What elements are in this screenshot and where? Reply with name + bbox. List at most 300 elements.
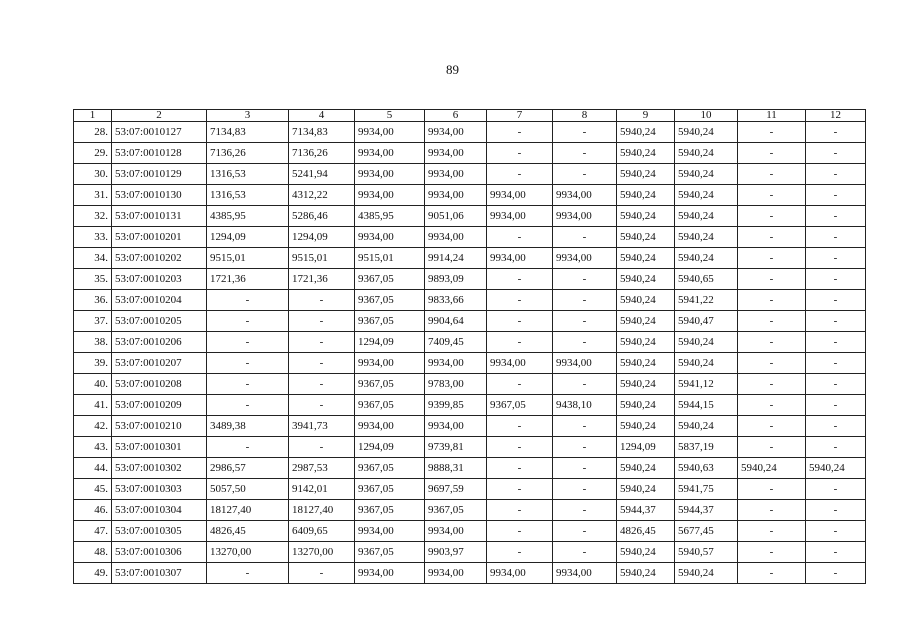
value-col-3-cell: 4385,95 <box>207 206 289 227</box>
row-number-cell: 46. <box>74 500 112 521</box>
value-col-9-cell: 5940,24 <box>617 206 675 227</box>
value-col-5-cell: 9367,05 <box>355 542 425 563</box>
row-number-cell: 43. <box>74 437 112 458</box>
row-number-cell: 38. <box>74 332 112 353</box>
value-col-12-cell: - <box>806 227 866 248</box>
column-header-12: 12 <box>806 110 866 122</box>
value-col-12-cell: - <box>806 248 866 269</box>
value-col-6-cell: 9051,06 <box>425 206 487 227</box>
value-col-4-cell: 1721,36 <box>289 269 355 290</box>
value-col-10-cell: 5941,12 <box>675 374 738 395</box>
value-col-6-cell: 9367,05 <box>425 500 487 521</box>
table-row <box>74 374 866 395</box>
value-col-3-cell: 7134,83 <box>207 122 289 143</box>
value-col-6-cell: 9893,09 <box>425 269 487 290</box>
column-header-7: 7 <box>487 110 553 122</box>
value-col-5-cell: 9367,05 <box>355 374 425 395</box>
value-col-11-cell: - <box>738 395 806 416</box>
value-col-10-cell: 5940,24 <box>675 416 738 437</box>
value-col-4-cell: 13270,00 <box>289 542 355 563</box>
value-col-5-cell: 9367,05 <box>355 290 425 311</box>
value-col-6-cell: 9888,31 <box>425 458 487 479</box>
value-col-12-cell: - <box>806 500 866 521</box>
value-col-5-cell: 9934,00 <box>355 164 425 185</box>
row-number-cell: 35. <box>74 269 112 290</box>
value-col-12-cell: - <box>806 521 866 542</box>
value-col-11-cell: - <box>738 311 806 332</box>
value-col-4-cell: 9142,01 <box>289 479 355 500</box>
value-col-4-cell: 6409,65 <box>289 521 355 542</box>
column-header-1: 1 <box>74 110 112 122</box>
value-col-5-cell: 9367,05 <box>355 458 425 479</box>
table-body <box>74 122 866 584</box>
value-col-3-cell: 1294,09 <box>207 227 289 248</box>
cadastral-number-cell: 53:07:0010303 <box>112 479 207 500</box>
value-col-8-cell: - <box>553 122 617 143</box>
value-col-8-cell: - <box>553 437 617 458</box>
value-col-4-cell: - <box>289 290 355 311</box>
value-col-4-cell: 5286,46 <box>289 206 355 227</box>
value-col-3-cell: 7136,26 <box>207 143 289 164</box>
value-col-6-cell: 9934,00 <box>425 122 487 143</box>
value-col-12-cell: - <box>806 437 866 458</box>
value-col-11-cell: - <box>738 122 806 143</box>
value-col-8-cell: 9934,00 <box>553 185 617 206</box>
value-col-5-cell: 9367,05 <box>355 269 425 290</box>
value-col-6-cell: 9934,00 <box>425 416 487 437</box>
value-col-9-cell: 5940,24 <box>617 563 675 584</box>
cadastral-number-cell: 53:07:0010203 <box>112 269 207 290</box>
value-col-10-cell: 5940,63 <box>675 458 738 479</box>
value-col-11-cell: - <box>738 563 806 584</box>
value-col-9-cell: 5940,24 <box>617 185 675 206</box>
value-col-11-cell: - <box>738 542 806 563</box>
value-col-12-cell: - <box>806 542 866 563</box>
value-col-12-cell: - <box>806 143 866 164</box>
value-col-3-cell: - <box>207 353 289 374</box>
page-number: 89 <box>446 62 459 77</box>
value-col-7-cell: - <box>487 143 553 164</box>
value-col-5-cell: 4385,95 <box>355 206 425 227</box>
value-col-5-cell: 9934,00 <box>355 563 425 584</box>
value-col-11-cell: - <box>738 521 806 542</box>
column-header-10: 10 <box>675 110 738 122</box>
value-col-8-cell: 9934,00 <box>553 248 617 269</box>
value-col-12-cell: - <box>806 332 866 353</box>
value-col-12-cell: - <box>806 185 866 206</box>
value-col-7-cell: 9934,00 <box>487 185 553 206</box>
cadastral-number-cell: 53:07:0010207 <box>112 353 207 374</box>
row-number-cell: 31. <box>74 185 112 206</box>
table-row <box>74 542 866 563</box>
data-table <box>73 109 866 584</box>
table-row <box>74 563 866 584</box>
cadastral-number-cell: 53:07:0010205 <box>112 311 207 332</box>
value-col-7-cell: - <box>487 374 553 395</box>
cadastral-number-cell: 53:07:0010302 <box>112 458 207 479</box>
value-col-3-cell: - <box>207 332 289 353</box>
value-col-7-cell: - <box>487 227 553 248</box>
value-col-5-cell: 9934,00 <box>355 416 425 437</box>
value-col-12-cell: - <box>806 269 866 290</box>
table-row <box>74 143 866 164</box>
value-col-5-cell: 9934,00 <box>355 185 425 206</box>
value-col-6-cell: 9934,00 <box>425 353 487 374</box>
value-col-9-cell: 5940,24 <box>617 458 675 479</box>
value-col-5-cell: 9934,00 <box>355 227 425 248</box>
value-col-11-cell: - <box>738 164 806 185</box>
value-col-10-cell: 5940,24 <box>675 332 738 353</box>
value-col-6-cell: 9697,59 <box>425 479 487 500</box>
column-header-5: 5 <box>355 110 425 122</box>
value-col-3-cell: 18127,40 <box>207 500 289 521</box>
value-col-7-cell: - <box>487 500 553 521</box>
cadastral-number-cell: 53:07:0010209 <box>112 395 207 416</box>
value-col-11-cell: - <box>738 437 806 458</box>
value-col-11-cell: - <box>738 416 806 437</box>
value-col-6-cell: 9914,24 <box>425 248 487 269</box>
value-col-7-cell: - <box>487 332 553 353</box>
value-col-3-cell: 1316,53 <box>207 164 289 185</box>
cadastral-number-cell: 53:07:0010208 <box>112 374 207 395</box>
value-col-12-cell: - <box>806 479 866 500</box>
value-col-9-cell: 5940,24 <box>617 122 675 143</box>
value-col-5-cell: 9367,05 <box>355 311 425 332</box>
table-row <box>74 395 866 416</box>
value-col-8-cell: - <box>553 521 617 542</box>
value-col-10-cell: 5940,24 <box>675 122 738 143</box>
table-row <box>74 185 866 206</box>
value-col-12-cell: - <box>806 290 866 311</box>
value-col-7-cell: - <box>487 458 553 479</box>
value-col-5-cell: 1294,09 <box>355 332 425 353</box>
value-col-7-cell: - <box>487 311 553 332</box>
value-col-3-cell: - <box>207 437 289 458</box>
value-col-9-cell: 5940,24 <box>617 311 675 332</box>
table-row <box>74 206 866 227</box>
value-col-11-cell: - <box>738 269 806 290</box>
value-col-5-cell: 9367,05 <box>355 500 425 521</box>
value-col-3-cell: - <box>207 311 289 332</box>
table-row <box>74 311 866 332</box>
value-col-11-cell: - <box>738 374 806 395</box>
value-col-9-cell: 5940,24 <box>617 248 675 269</box>
value-col-11-cell: - <box>738 185 806 206</box>
value-col-7-cell: - <box>487 521 553 542</box>
table-row <box>74 500 866 521</box>
row-number-cell: 45. <box>74 479 112 500</box>
cadastral-number-cell: 53:07:0010131 <box>112 206 207 227</box>
value-col-4-cell: - <box>289 395 355 416</box>
value-col-3-cell: 3489,38 <box>207 416 289 437</box>
value-col-12-cell: - <box>806 353 866 374</box>
value-col-4-cell: - <box>289 437 355 458</box>
row-number-cell: 34. <box>74 248 112 269</box>
value-col-7-cell: - <box>487 269 553 290</box>
value-col-3-cell: 13270,00 <box>207 542 289 563</box>
value-col-12-cell: - <box>806 206 866 227</box>
row-number-cell: 29. <box>74 143 112 164</box>
value-col-10-cell: 5940,24 <box>675 353 738 374</box>
value-col-5-cell: 9934,00 <box>355 122 425 143</box>
value-col-7-cell: - <box>487 437 553 458</box>
value-col-4-cell: 2987,53 <box>289 458 355 479</box>
column-header-3: 3 <box>207 110 289 122</box>
cadastral-number-cell: 53:07:0010206 <box>112 332 207 353</box>
value-col-9-cell: 5940,24 <box>617 227 675 248</box>
value-col-3-cell: 9515,01 <box>207 248 289 269</box>
value-col-9-cell: 5944,37 <box>617 500 675 521</box>
value-col-3-cell: - <box>207 290 289 311</box>
table-row <box>74 122 866 143</box>
column-header-11: 11 <box>738 110 806 122</box>
value-col-10-cell: 5940,24 <box>675 206 738 227</box>
value-col-11-cell: - <box>738 500 806 521</box>
row-number-cell: 37. <box>74 311 112 332</box>
value-col-11-cell: - <box>738 290 806 311</box>
value-col-9-cell: 5940,24 <box>617 143 675 164</box>
table-row <box>74 458 866 479</box>
value-col-11-cell: - <box>738 248 806 269</box>
row-number-cell: 36. <box>74 290 112 311</box>
value-col-8-cell: - <box>553 458 617 479</box>
row-number-cell: 41. <box>74 395 112 416</box>
value-col-6-cell: 9934,00 <box>425 521 487 542</box>
value-col-3-cell: 1316,53 <box>207 185 289 206</box>
value-col-7-cell: - <box>487 122 553 143</box>
value-col-12-cell: - <box>806 416 866 437</box>
table-row <box>74 353 866 374</box>
value-col-8-cell: - <box>553 269 617 290</box>
value-col-4-cell: 5241,94 <box>289 164 355 185</box>
value-col-9-cell: 5940,24 <box>617 542 675 563</box>
table-row <box>74 437 866 458</box>
value-col-5-cell: 9367,05 <box>355 479 425 500</box>
value-col-4-cell: 18127,40 <box>289 500 355 521</box>
value-col-4-cell: - <box>289 563 355 584</box>
value-col-5-cell: 9934,00 <box>355 521 425 542</box>
value-col-11-cell: - <box>738 227 806 248</box>
cadastral-number-cell: 53:07:0010301 <box>112 437 207 458</box>
value-col-7-cell: 9934,00 <box>487 206 553 227</box>
value-col-9-cell: 5940,24 <box>617 416 675 437</box>
value-col-8-cell: - <box>553 542 617 563</box>
row-number-cell: 33. <box>74 227 112 248</box>
value-col-8-cell: 9934,00 <box>553 206 617 227</box>
value-col-8-cell: - <box>553 290 617 311</box>
column-header-9: 9 <box>617 110 675 122</box>
value-col-11-cell: - <box>738 479 806 500</box>
table-row <box>74 164 866 185</box>
value-col-11-cell: - <box>738 206 806 227</box>
column-header-4: 4 <box>289 110 355 122</box>
value-col-8-cell: - <box>553 479 617 500</box>
value-col-6-cell: 9833,66 <box>425 290 487 311</box>
cadastral-number-cell: 53:07:0010306 <box>112 542 207 563</box>
row-number-cell: 40. <box>74 374 112 395</box>
value-col-3-cell: - <box>207 563 289 584</box>
value-col-12-cell: - <box>806 374 866 395</box>
value-col-9-cell: 1294,09 <box>617 437 675 458</box>
value-col-6-cell: 9934,00 <box>425 563 487 584</box>
cadastral-number-cell: 53:07:0010305 <box>112 521 207 542</box>
value-col-6-cell: 9934,00 <box>425 164 487 185</box>
row-number-cell: 39. <box>74 353 112 374</box>
value-col-6-cell: 9934,00 <box>425 143 487 164</box>
value-col-10-cell: 5941,75 <box>675 479 738 500</box>
value-col-4-cell: 9515,01 <box>289 248 355 269</box>
value-col-9-cell: 5940,24 <box>617 479 675 500</box>
value-col-10-cell: 5940,24 <box>675 563 738 584</box>
value-col-4-cell: - <box>289 311 355 332</box>
value-col-3-cell: - <box>207 395 289 416</box>
row-number-cell: 28. <box>74 122 112 143</box>
value-col-6-cell: 9783,00 <box>425 374 487 395</box>
value-col-3-cell: 4826,45 <box>207 521 289 542</box>
value-col-12-cell: - <box>806 164 866 185</box>
row-number-cell: 47. <box>74 521 112 542</box>
value-col-11-cell: 5940,24 <box>738 458 806 479</box>
value-col-7-cell: 9934,00 <box>487 353 553 374</box>
value-col-7-cell: - <box>487 290 553 311</box>
value-col-12-cell: - <box>806 311 866 332</box>
value-col-10-cell: 5944,37 <box>675 500 738 521</box>
row-number-cell: 42. <box>74 416 112 437</box>
value-col-4-cell: - <box>289 374 355 395</box>
value-col-4-cell: - <box>289 332 355 353</box>
row-number-cell: 30. <box>74 164 112 185</box>
value-col-10-cell: 5940,57 <box>675 542 738 563</box>
value-col-12-cell: - <box>806 122 866 143</box>
value-col-8-cell: - <box>553 311 617 332</box>
value-col-12-cell: 5940,24 <box>806 458 866 479</box>
value-col-4-cell: 7136,26 <box>289 143 355 164</box>
column-header-6: 6 <box>425 110 487 122</box>
value-col-8-cell: - <box>553 374 617 395</box>
value-col-7-cell: - <box>487 164 553 185</box>
cadastral-number-cell: 53:07:0010130 <box>112 185 207 206</box>
value-col-7-cell: - <box>487 542 553 563</box>
row-number-cell: 44. <box>74 458 112 479</box>
value-col-6-cell: 9399,85 <box>425 395 487 416</box>
row-number-cell: 48. <box>74 542 112 563</box>
value-col-4-cell: 1294,09 <box>289 227 355 248</box>
table-row <box>74 521 866 542</box>
table-row <box>74 269 866 290</box>
value-col-11-cell: - <box>738 143 806 164</box>
value-col-10-cell: 5677,45 <box>675 521 738 542</box>
table-row <box>74 416 866 437</box>
value-col-8-cell: - <box>553 143 617 164</box>
value-col-5-cell: 9934,00 <box>355 353 425 374</box>
value-col-7-cell: 9934,00 <box>487 563 553 584</box>
value-col-4-cell: 4312,22 <box>289 185 355 206</box>
value-col-11-cell: - <box>738 332 806 353</box>
value-col-10-cell: 5940,24 <box>675 164 738 185</box>
value-col-3-cell: 5057,50 <box>207 479 289 500</box>
value-col-7-cell: - <box>487 479 553 500</box>
value-col-9-cell: 5940,24 <box>617 290 675 311</box>
row-number-cell: 32. <box>74 206 112 227</box>
value-col-10-cell: 5940,24 <box>675 227 738 248</box>
value-col-10-cell: 5941,22 <box>675 290 738 311</box>
cadastral-number-cell: 53:07:0010210 <box>112 416 207 437</box>
cadastral-number-cell: 53:07:0010129 <box>112 164 207 185</box>
cadastral-number-cell: 53:07:0010127 <box>112 122 207 143</box>
value-col-8-cell: - <box>553 500 617 521</box>
value-col-10-cell: 5940,24 <box>675 185 738 206</box>
value-col-11-cell: - <box>738 353 806 374</box>
value-col-9-cell: 5940,24 <box>617 395 675 416</box>
value-col-5-cell: 9367,05 <box>355 395 425 416</box>
value-col-5-cell: 1294,09 <box>355 437 425 458</box>
value-col-6-cell: 9934,00 <box>425 227 487 248</box>
value-col-4-cell: 7134,83 <box>289 122 355 143</box>
value-col-10-cell: 5944,15 <box>675 395 738 416</box>
value-col-10-cell: 5940,47 <box>675 311 738 332</box>
value-col-9-cell: 4826,45 <box>617 521 675 542</box>
value-col-8-cell: - <box>553 416 617 437</box>
value-col-3-cell: 1721,36 <box>207 269 289 290</box>
value-col-6-cell: 9739,81 <box>425 437 487 458</box>
value-col-7-cell: - <box>487 416 553 437</box>
value-col-10-cell: 5940,65 <box>675 269 738 290</box>
column-header-8: 8 <box>553 110 617 122</box>
value-col-3-cell: - <box>207 374 289 395</box>
value-col-5-cell: 9515,01 <box>355 248 425 269</box>
value-col-8-cell: 9934,00 <box>553 563 617 584</box>
column-header-2: 2 <box>112 110 207 122</box>
cadastral-number-cell: 53:07:0010128 <box>112 143 207 164</box>
table-row <box>74 248 866 269</box>
cadastral-number-cell: 53:07:0010202 <box>112 248 207 269</box>
cadastral-number-cell: 53:07:0010201 <box>112 227 207 248</box>
value-col-5-cell: 9934,00 <box>355 143 425 164</box>
value-col-12-cell: - <box>806 563 866 584</box>
value-col-7-cell: 9934,00 <box>487 248 553 269</box>
value-col-10-cell: 5837,19 <box>675 437 738 458</box>
table-row <box>74 479 866 500</box>
value-col-8-cell: - <box>553 332 617 353</box>
header-row <box>74 110 866 122</box>
value-col-6-cell: 7409,45 <box>425 332 487 353</box>
row-number-cell: 49. <box>74 563 112 584</box>
table-row <box>74 290 866 311</box>
value-col-6-cell: 9903,97 <box>425 542 487 563</box>
value-col-6-cell: 9934,00 <box>425 185 487 206</box>
value-col-9-cell: 5940,24 <box>617 269 675 290</box>
value-col-8-cell: 9438,10 <box>553 395 617 416</box>
value-col-6-cell: 9904,64 <box>425 311 487 332</box>
cadastral-number-cell: 53:07:0010204 <box>112 290 207 311</box>
value-col-4-cell: - <box>289 353 355 374</box>
value-col-12-cell: - <box>806 395 866 416</box>
cadastral-number-cell: 53:07:0010307 <box>112 563 207 584</box>
value-col-9-cell: 5940,24 <box>617 353 675 374</box>
value-col-7-cell: 9367,05 <box>487 395 553 416</box>
table-row <box>74 332 866 353</box>
value-col-10-cell: 5940,24 <box>675 248 738 269</box>
table-row <box>74 227 866 248</box>
value-col-8-cell: - <box>553 227 617 248</box>
value-col-4-cell: 3941,73 <box>289 416 355 437</box>
cadastral-number-cell: 53:07:0010304 <box>112 500 207 521</box>
value-col-3-cell: 2986,57 <box>207 458 289 479</box>
value-col-9-cell: 5940,24 <box>617 332 675 353</box>
value-col-9-cell: 5940,24 <box>617 164 675 185</box>
value-col-8-cell: - <box>553 164 617 185</box>
value-col-10-cell: 5940,24 <box>675 143 738 164</box>
